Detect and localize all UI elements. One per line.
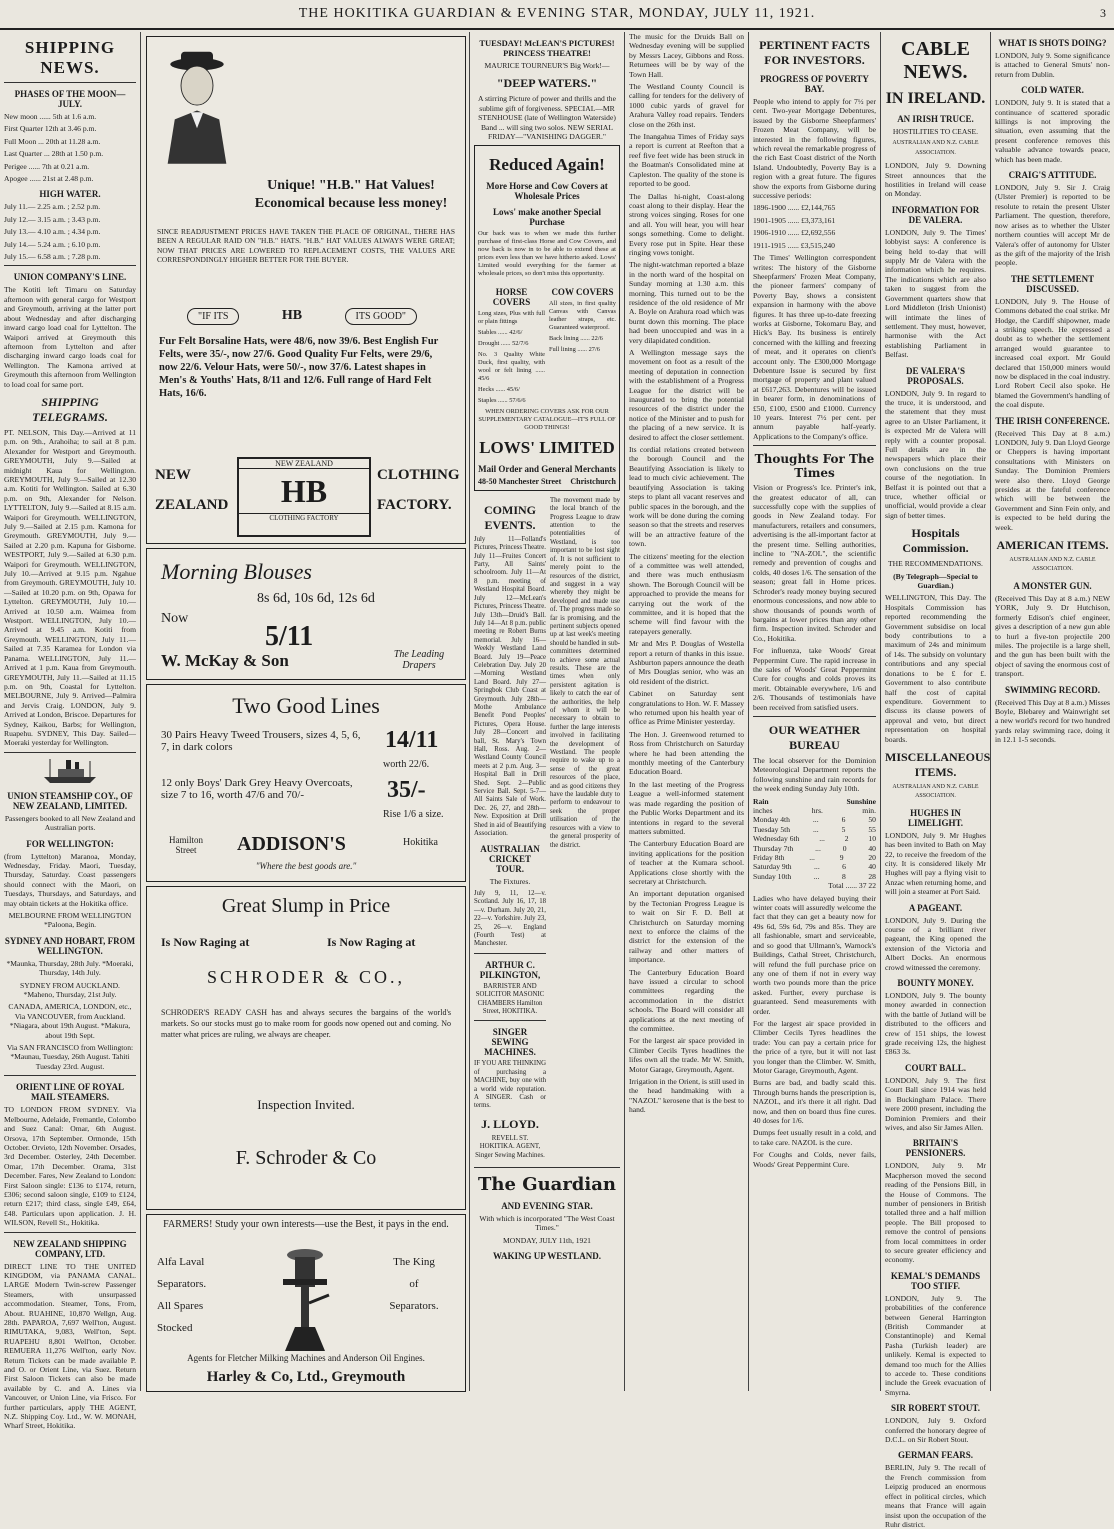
horse-row: Stables ...... 42/6/ (478, 329, 523, 337)
weather-cell: ... (809, 853, 815, 863)
union-heading: UNION COMPANY'S LINE. (13, 272, 127, 283)
left-line: Stocked (157, 1322, 193, 1334)
horse-covers (478, 281, 545, 408)
overcoats-price: 35/- (387, 777, 426, 803)
info-heading: INFORMATION FOR DE VALERA. (891, 204, 980, 225)
hat-headline: Unique! "H.B." Hat Values! Economical because less money! (254, 178, 448, 211)
kemal-text: LONDON, July 9. The probabilities of the conference between General Harrington (British Commander at Constantinople) and Kemal Pasha (Turkish leader) are unlikely. Kemal is expected to demand too much for the Allies to accede to. These conditions include the Greek evacuation of Smyrna. (885, 1293, 986, 1397)
mckay-tagline: The Leading Drapers (393, 649, 445, 671)
column-shipping (4, 32, 137, 1431)
slogan-hb-mark: HB (281, 308, 303, 323)
san-francisco-text: Via SAN FRANCISCO from Wellington: *Maunau, Tuesday, 26th August. Tahiti Tuesday 23rd. August. (6, 1043, 134, 1071)
local-item: The Dallas hi-night, Coast-along coast along to their display. Hear the strong voices singing. Roses for one and all. You will hear, you will hear songs something. Come to delight. Every rose put in Spite. Hear these ringing vows tonight. (629, 191, 744, 257)
farmers-headline: FARMERS! Study your own interests—use the Best, it pays in the end. (163, 1219, 449, 1230)
trousers-worth: worth 22/6. (383, 759, 430, 770)
right-line: The King (393, 1256, 435, 1268)
stout-text: LONDON, July 9. Oxford conferred the honorary degree of D.C.L. on Sir Robert Stout. (885, 1416, 986, 1445)
column-rule (880, 32, 881, 1391)
weather-cell: ... (815, 843, 821, 853)
logo-factory: FACTORY. (377, 497, 452, 513)
sydney-auckland-text: SYDNEY FROM AUCKLAND. *Maheno, Thursday, 21st July. (20, 980, 120, 1000)
cow-row: Full lining ...... 27/6 (549, 346, 600, 354)
poverty-bay-text: People who intend to apply for 7½ per cent. Two-year Mortgage Debentures, issued by the Gisborne Sheepfarmers' Frozen Meat Company, will be interested in the following figures, which reveal the remarkable progress of the rich East Coast district of the North Island. Undoubtedly, Poverty Bay is a region with a great future. The figures show the exports from Gisborne during successive periods: (753, 97, 876, 201)
weather-cell: 6 (841, 815, 846, 825)
local-item: Mr and Mrs P. Douglas of Westella report a return of thanks in this issue. Ashburton papers announce the death of Mrs Douglas senior, who was an old resident of the district. (629, 639, 744, 686)
left-line: All Spares (157, 1300, 204, 1312)
emblem-top: NEW ZEALAND (239, 459, 369, 469)
local-item: The night-watchman reported a blaze in the north ward of the hospital on Sunday morning at 1.30 a.m. this morning. This turned out to be the residence of the old residence of Mr A. Boyle on Arahura road which was burnt down this morning. The place had been unoccupied and was in a very dilapidated condition. (629, 260, 744, 345)
reduced-sub2: Lows' make another Special Purchase (492, 207, 602, 228)
column-ireland (995, 32, 1110, 1391)
hostilities-heading: HOSTILITIES TO CEASE. (892, 127, 979, 136)
steamship-icon (40, 757, 100, 785)
weather-cell: Friday 8th (753, 853, 785, 863)
wake-heading: WAKING UP WESTLAND. (492, 1251, 602, 1262)
emblem-letters: HB (280, 473, 328, 509)
hb-emblem (237, 457, 371, 537)
telegrams-text: PT. NELSON, This Day.—Arrived at 11 p.m. on 9th., Arahoiha; to sail at 8 p.m. Alexander for Westport and Greymouth. GREYMOUTH, July 9.—Sailed at midnight Kaua for Wellington. GREYMOUTH, July 9.—Sailed at 12.30 a.m. Kotiti for Wellington. Sailed at 6.30 p.m. on 9th, Alexander for Nelson. LYTTELTON, July 9.—Sailed at 8.15 a.m. Waipori for Greymouth. WELLINGTON, July 9.—Sailed at 2.15 p.m. Kamona for Greymouth. GREYMOUTH, July 9.—Sailed at 2.20 p.m. Kapuna for Gisborne. WESTPORT, July 9.—Sailed at 6.30 p.m. Waipori for Greymouth. WELLINGTON, July 10.—Arrived at 9.15 p.m. Ngahue from Greymouth. GREYMOUTH, July 10.—Sailed at 10.20 p.m. on 9th, Opawa for Lyttelton. GREYMOUTH, July 10.—Arrived at 10.50 a.m. Waimea from Westport. WELLINGTON, July 10.—Arrived at 9.45 a.m. Kotiti from Greymouth. WELLINGTON, July 11.—Sailed at 7.35 Karamea for London via Panama. WELLINGTON, July 11.—Arrived at 1 p.m. Kaua from Greymouth. GREYMOUTH, July 11.—Sailed at 11.15 p.m. on 9th, Coastal for Lyttelton. MELBOURNE, July 9. Arrived—Palmira and Jervis Craig. LONDON, July 9. Arrived at London, Briscoe. Departures for Sydney, Kaikou, Barbs; for Wellington, Ruapehu. SYDNEY, This Day. Sailed—Moeraki yesterday for Wellington. (4, 427, 136, 748)
schroder-inspection: Inspection Invited. (257, 1097, 355, 1112)
cow-heading: COW COVERS (551, 287, 614, 298)
weather-row (753, 834, 876, 843)
local-item: The Canterbury Education Board are inviting applications for the position of teacher at the Kumara school. Applications close shortly with the secretary at Christchurch. (629, 839, 744, 886)
overcoats-text: 12 only Boys' Dark Grey Heavy Overcoats, size 7 to 16, worth 47/6 and 70/- (161, 777, 353, 801)
settlement-heading: THE SETTLEMENT DISCUSSED. (1010, 273, 1095, 294)
weather-heading: OUR WEATHER BUREAU (768, 722, 861, 752)
pilkington-text: BARRISTER AND SOLICITOR MASONIC CHAMBERS Hamilton Street, HOKITIKA. (475, 982, 545, 1015)
craig-heading: CRAIG'S ATTITUDE. (1008, 170, 1097, 181)
local-item: An important deputation organised by the Tectonian Progress League is to wait on Sir F. D. Bell at Christchurch on Saturday morning next to enforce the claims of the district for the extension of the railway and other matters of importance. (629, 889, 744, 965)
hb-clothing-factory-logo (155, 457, 460, 537)
local-item: For the largest air space provided in Climber Cecils Tyres headlines the lifes own all the trade. Mr W. Smith, Motor Garage, Greymouth, Agent. (629, 1036, 744, 1074)
trousers-text: 30 Pairs Heavy Tweed Trousers, sizes 4, 5, 6, 7, in dark colors (161, 729, 361, 753)
for-wellington-text: (from Lyttelton) Maranoa, Monday, Wednesday, Friday. Maori, Tuesday, Thursday, Saturday. Coast passengers should connect with the Maori, on Tuesdays, Thursdays, and Saturdays, and may obtain tickets at the Hokitika office. (4, 851, 136, 908)
schroder-name: SCHRODER & CO., (206, 967, 406, 987)
high-water-heading: HIGH WATER. (39, 189, 101, 200)
cold-water-heading: COLD WATER. (1021, 85, 1084, 96)
schroder-signature: F. Schroder & Co (235, 1147, 377, 1169)
horse-row: Staples ...... 57/6/6 (478, 397, 526, 405)
local-item: The Inangahua Times of Friday says a report is current at Reefton that a reef five feet wide has been struck in the Boatman's Consolidated mine at Capleston. The quality of the stone is reported to be good. (629, 132, 744, 189)
hat-text: SINCE READJUSTMENT PRICES HAVE TAKEN THE PLACE OF ORIGINAL, THERE HAS BEEN A REGULAR RAID ON "H.B." HATS. "H.B." HAT VALUES ALWAYS WERE GREAT; NOW THAT PRICES ARE LOWERED TO REPLACEMENT COSTS, THE VALUES ARE CORRESPONDINGLY HIGHER BETTER FOR THE BUYER. (157, 227, 455, 265)
raging-right: Is Now Raging at (327, 935, 416, 949)
high-water-row: July 13.— 4.10 a.m. ; 4.34 p.m. (4, 227, 101, 237)
high-water-row: July 14.— 5.24 a.m. ; 6.10 p.m. (4, 239, 101, 249)
local-item: Irrigation in the Orient, is still used in the head handmaking with a "NAZOL" kerosene that is the best to hand. (629, 1077, 744, 1115)
weather-cell: 40 (868, 862, 876, 872)
column-rule (140, 32, 141, 1391)
local-item: In the last meeting of the Progress League a well-informed statement was made regarding the position of the Public Works Department and its intentions in regard to the several matters submitted. (629, 779, 744, 836)
two-lines-title: Two Good Lines (232, 693, 380, 718)
devalera-heading: DE VALERA'S PROPOSALS. (906, 365, 965, 386)
pensioners-heading: BRITAIN'S PENSIONERS. (905, 1138, 966, 1159)
lloyd-heading: J. LLOYD. (481, 1116, 539, 1131)
telegrams-heading: SHIPPING TELEGRAMS. (32, 394, 108, 424)
singer-heading: SINGER SEWING MACHINES. (484, 1027, 536, 1058)
thoughts-text-2: For influenza, take Woods' Great Peppermint Cure. The rapid increase in the sales of Woods' Great Peppermint Cure for coughs and colds proves its merit. Obtainable everywhere, 1/6 and 2/6. Thousands of testimonials have been received from satisfied users. (753, 646, 876, 712)
german-text: BERLIN, July 9. The recall of the French commission from Leipzig produced an enormous effect in political circles, which means that France will again insist upon the occupation of the Ruhr district. (885, 1463, 986, 1529)
schroder-text: SCHRODER'S READY CASH has and always secures the bargains of the world's markets. So our stocks must go to make room for goods now opened out and coming. No matter what prices are ruling, we always are cheaper. (161, 1008, 451, 1039)
page-number: 3 (1100, 6, 1106, 20)
export-row: 1901-1905 ...... £3,373,161 (753, 215, 836, 225)
cow-row: Back lining ...... 22/6 (549, 335, 603, 343)
harley-advertisement (146, 1214, 466, 1392)
german-heading: GERMAN FEARS. (897, 1450, 973, 1461)
local-item: A Wellington message says the movement on foot as a result of the meeting of deputation in connection with the establishment of a Progress League for the district will be inaugurated to bring the potential resources of the district under the notice of the Minister and to push for the placing of a new service. It is desired to affect the closer settlement. (629, 348, 744, 442)
column-cable (885, 32, 991, 1529)
harley-signature: Harley & Co, Ltd., Greymouth (206, 1369, 406, 1385)
settlement-text: LONDON, July 9. The House of Commons debated the coal strike. Mr Hodge, the Cardiff shipowner, made a striking speech. He expressed a doubt as to whether the settlement arranged would guarantee to increased coal export. Mr Gould declared that 150,000 miners would now be displaced in the coal industry. Lord Robert Cecil also spoke. He blamed the Government's handling of the coal dispute. (995, 296, 1110, 410)
export-row: 1911-1915 ...... £3,515,240 (753, 240, 835, 250)
blouses-old-prices: 8s 6d, 10s 6d, 12s 6d (257, 591, 375, 606)
usc-text: Passengers booked to all New Zealand and Australian ports. (4, 813, 136, 833)
separator-machine-icon (275, 1243, 335, 1353)
weather-row (753, 853, 876, 862)
bounty-heading: BOUNTY MONEY. (897, 978, 974, 989)
lows-advertisement (474, 145, 620, 490)
man-in-hat-icon (157, 47, 237, 165)
events-two-col (474, 497, 620, 1163)
weather-cell: 28 (868, 871, 876, 881)
weather-cols (753, 797, 876, 806)
newspaper-title: THE HOKITIKA GUARDIAN & EVENING STAR, MONDAY, JULY 11, 1921. (298, 6, 816, 21)
craig-text: LONDON, July 9. Sir J. Craig (Ulster Premier) is reported to be resolute to retain the present Ulster Parliament. The question, therefore, now arises as to whether the Ulster northern counties will accept Mr de Valera's offer of autonomy for Ulster as the gift of the majority of the Irish people. (995, 183, 1110, 268)
logo-zealand: ZEALAND (155, 497, 229, 513)
court-heading: COURT BALL. (904, 1062, 967, 1073)
weather-row (753, 862, 876, 871)
if-its-hb-slogan (187, 305, 417, 327)
fixtures-heading: The Fixtures. (489, 877, 531, 887)
horse-row: No. 3 Quality White Duck, first quality, with wool or felt lining ...... 45/6 (478, 351, 545, 383)
shots-text: LONDON, July 9. Some significance is attached to General Smuts' non-return from Dublin. (995, 51, 1110, 79)
emblem-bottom: CLOTHING FACTORY (239, 513, 369, 522)
moon-row: Apogee ...... 21st at 2.48 p.m. (4, 174, 94, 184)
court-text: LONDON, July 9. The first Court Ball since 1914 was held in Buckingham Palace. There were 2000 present, including the Dominion Premiers and their wives, and also Sir James Allen. (885, 1075, 986, 1132)
lows-name: LOWS' LIMITED (479, 438, 615, 458)
weather-cell: Sunday 10th (753, 871, 792, 881)
cold-water-text: LONDON, July 9. It is stated that a continuance of scattered sporadic killings is not improving the situation, even assuming that the present conference removes this valuable advance towards peace, which has been made. (995, 98, 1110, 164)
weather-col: Rain (753, 796, 769, 806)
local-item: Its cordial relations created between the borough Council and the Beautifying Association is likely to lead to much civic achievement. The beautifying Association is taking steps to plant all vacant reserves and public spaces in the borough, and the work will be done during the coming season so that the streets and reserves will be an attractive feature of the town. (629, 445, 744, 549)
cow-row: All sizes, in first quality Canvas with Canvas leather straps, etc. Guaranteed waterproof. (549, 300, 616, 332)
addisons-street: Hamilton Street (169, 835, 203, 855)
left-line: Alfa Laval (157, 1256, 205, 1268)
coming-events-heading: COMING EVENTS. (484, 502, 536, 532)
moon-row: Full Moon ... 20th at 11.28 a.m. (4, 136, 101, 146)
cricket-text: July 9, 11, 12—v. Scotland. July 16, 17, 18—v. Durham. July 20, 21, 22—v. Yorkshire. July 23, 25, 26—v. England (Fourth Test) at Manchester. (474, 889, 546, 948)
weather-col: Sunshine (846, 796, 876, 806)
reduced-sub: More Horse and Cow Covers at Wholesale Prices (486, 181, 608, 202)
shots-heading: WHAT IS SHOTS DOING? (998, 38, 1107, 48)
coughs-text: For Coughs and Colds, never fails, Woods' Great Peppermint Cure. (753, 1150, 876, 1169)
orient-heading: ORIENT LINE OF ROYAL MAIL STEAMERS. (16, 1082, 124, 1103)
schroder-advertisement (146, 886, 466, 1210)
logo-clothing: CLOTHING (377, 467, 460, 483)
masthead (0, 0, 1114, 30)
horse-row: Long sizes, Plus with full or plain fittings (478, 310, 545, 326)
weather-row (753, 825, 876, 834)
limelight-text: LONDON, July 9. Mr Hughes has been invited to Bath on May 22, to receive the freedom of the city. It is considered likely Mr Hughes will pay a flying visit to Anzac when returning home, and will join a steamer at Port Said. (885, 830, 987, 897)
assoc-credit: AUSTRALIAN AND N.Z. CABLE ASSOCIATION. (892, 140, 979, 156)
truce-heading: AN IRISH TRUCE. (897, 114, 974, 124)
mckay-shop-name: W. McKay & Son (161, 651, 289, 670)
pensioners-text: LONDON, July 9. Mr Macpherson moved the second reading of the Pensions Bill, in the House of Commons. The number of pensioners in British totalled three and a half million people. The Bill proposed to remove the control of pensions from local committees in order to secure greater efficiency and economy. (885, 1161, 986, 1265)
weather-cell: 5 (841, 824, 846, 834)
slogan-left: "IF ITS (187, 308, 239, 325)
moon-table (4, 112, 136, 183)
truce-text: LONDON, July 9. Downing Street announces that the hostilities in Ireland will cease on Monday. (885, 161, 986, 199)
wake-body-a: The movement made by the local branch of the Progress League to draw attention to the potentialities of Westland, is too important to be lost sight of. It is not sufficient to merely point to the resources of the district, and suggest in a way whereby they might be developed and made use of. The progress made so far is promising, and the pertinent subjects opened up at last week's meeting should be handled in sub-committees determined to achieve some actual results. These are the times when only persistent agitation is likely to catch the ear of the authorities, the help of whom it will be necessary to obtain to further the large interests involved in facilitating the development of Westland. The people require to wake up to a sense of the great resources of the place, and as good citizens they have the laudable duty to perform to endeavour to seek the proper utilisation of the resources with a view to the general prosperity of the district. (550, 496, 620, 849)
right-line: of (409, 1278, 419, 1290)
column-local (629, 32, 744, 1391)
canada-text: CANADA, AMERICA, LONDON, etc., Via VANCOUVER, from Auckland. *Niagara, about 19th August. *Makura, about 19th Sept. (8, 1002, 132, 1040)
telegraph-credit: (By Telegraph—Special to Guardian.) (893, 571, 978, 591)
local-item: The Hon. J. Greenwood returned to Ross from Christchurch on Saturday where he had been attending the monthly meeting of the Canterbury Education Board. (629, 729, 744, 777)
trousers-price: 14/11 (385, 727, 439, 753)
column-investors (753, 32, 876, 1391)
pageant-text: LONDON, July 9. During the course of a brilliant river pageant, the King opened the extension of the Victoria and Albert Docks. An enormous crowd witnessed the ceremony. (885, 915, 986, 972)
local-item: The citizens' meeting for the election of a committee was well attended, and there was much enthusiasm shown. The Borough Council will be approached to provide the means for carrying out the work of the committee, and it is hoped that the scheme will find favour with the ratepayers generally. (629, 551, 744, 636)
weather-col: inches (753, 806, 773, 815)
weather-cell: 10 (868, 834, 876, 844)
weather-cell: Monday 4th (753, 815, 790, 825)
logo-new: NEW (155, 467, 191, 483)
weather-text: The local observer for the Dominion Meteorological Department reports the following sunshine and rain records for the week ending Sunday July 10th. (753, 755, 876, 794)
column-rule (990, 32, 991, 1391)
sydney-text: *Maunka, Thursday, 28th July. *Moeraki, Thursday, 14th July. (6, 958, 134, 978)
american-assoc: AUSTRALIAN AND N.Z. CABLE ASSOCIATION. (1009, 557, 1096, 573)
in-ireland-heading: IN IRELAND. (885, 90, 986, 107)
mckay-blouses-advertisement (146, 548, 466, 680)
for-wellington-heading: FOR WELLINGTON: (26, 838, 114, 849)
thoughts-heading: Thoughts For The Times (754, 452, 875, 481)
kemal-heading: KEMAL'S DEMANDS TOO STIFF. (890, 1270, 981, 1291)
raging-left: Is Now Raging at (161, 935, 250, 949)
weather-subcols (753, 806, 876, 815)
separator-left-list (157, 1251, 247, 1339)
info-text: LONDON, July 9. The Times' lobbyist says: A conference is being held to-day that will supply Mr de Valera with the information which he requires. The indications which are also taken to suggest from the Government quarters show that Lord Middleton (Irish Unionist) will intimate the lines of settlement. They must, however, harmonise with the Act establishing Parliament in Belfast. (885, 227, 986, 360)
pertinent-heading: PERTINENT FACTS FOR INVESTORS. (759, 38, 870, 67)
events-right (550, 497, 620, 1163)
lows-city: Christchurch (570, 477, 616, 487)
left-line: Separators. (157, 1278, 207, 1290)
swimming-text: (Received This Day at 8 a.m.) Misses Boyle, Blebarey and Wainwright set a new world's record for two hundred yards relay swimming race, doing it in 12.1 1-5 seconds. (995, 697, 1110, 745)
pictures-heading: TUESDAY! McLEAN'S PICTURES! PRINCESS THEATRE! (479, 38, 615, 58)
poverty-bay-heading: PROGRESS OF POVERTY BAY. (760, 74, 869, 94)
nzs-text: DIRECT LINE TO THE UNITED KINGDOM, via PANAMA CANAL. LARGE Modern Twin-screw Passenger Steamers, with unsurpassed accommodation. Steamer, Tons, From, About. RUAHINE, 10,870 Wellgn, Aug. 28th. PAPAROA, 7,697 Well'ton, August. RIMUTAKA, 9,083, Well'ton, Sept. RUAPEHU 8,801 Well'ton, October. REMUERA 11,276 Well'ton, early Nov. Return Tickets can be made available P. and O. or Orient Line, via Suez. Return First Saloon Tickets can also be made available by C. and A. Lines via Vancouver, or Union Line, via Frisco. For further particulars, apply THE AGENT, N.Z. Shipping Coy. Ltd., W. W. MONAH, Wharf Street, Hokitika. (4, 1261, 136, 1431)
weather-cell: 9 (839, 853, 844, 863)
weather-cell: ... (814, 862, 820, 872)
high-water-row: July 11.— 2.25 a.m. ; 2.52 p.m. (4, 202, 101, 212)
lloyd-text: REVELL ST. HOKITIKA. AGENT, Singer Sewing Machines. (475, 1134, 545, 1159)
reduced-note: WHEN ORDERING COVERS ASK FOR OUR SUPPLEMENTARY CATALOGUE—IT'S FULL OF GOOD THINGS! (478, 408, 616, 432)
dumps-text: Dumps feet usually result in a cold, and to take care. NAZOL is the cure. (753, 1128, 876, 1147)
guardian-title: The Guardian (478, 1174, 616, 1195)
horse-row: Hecks ...... 45/6/ (478, 386, 520, 394)
usc-heading: UNION STEAMSHIP COY., OF NEW ZEALAND, LIMITED. (7, 790, 133, 811)
weather-cell: Tuesday 5th (753, 824, 791, 834)
column-rule (469, 32, 470, 1391)
orient-text: TO LONDON FROM SYDNEY. Via Melbourne, Adelaide, Fremantle, Colombo and Suez Canal: Omar, 6th August. Orsova, 17th September. Ormonde, 15th October. Orvieto, 12th November. Orsades, 3rd December. Osterley, 24th December. Omar, 17th December. Orama, 31st December. Fares, New Zealand to London: First Saloon single: £136 to £174, return, £306; second saloon single, £109 to £124, return £217; third class, single £49, £64, £48. Particulars upon application. J. H. WILSON, Revell St., Hokitika. (4, 1105, 137, 1228)
separator-right-list (369, 1251, 459, 1317)
high-water-row: July 15.— 6.58 a.m. ; 7.28 p.m. (4, 252, 101, 262)
local-item: Cabinet on Saturday sent congratulations to Hon. W. F. Massey who returned upon his health year of office as Prime Minister yesterday. (629, 689, 744, 727)
pageant-heading: A PAGEANT. (908, 902, 963, 913)
deep-waters-title: "DEEP WATERS." (496, 76, 598, 91)
guardian-text: With which is incorporated "The West Coast Times." (479, 1214, 615, 1233)
moon-heading: PHASES OF THE MOON—JULY. (14, 89, 126, 109)
moon-row: New moon ...... 5th at 1.6 a.m. (4, 112, 97, 121)
weather-total: Total ...... 37 22 (828, 881, 876, 891)
slogan-right: ITS GOOD" (345, 308, 417, 325)
export-row: 1896-1900 ...... £2,144,765 (753, 203, 836, 213)
column-rule (748, 32, 749, 1391)
misc-assoc: AUSTRALIAN AND N.Z. CABLE ASSOCIATION. (892, 783, 979, 800)
tyres-text: For the largest air space provided in Climber Cecils Tyres headlines the trade: You can pay a certain price for the price of a tyre, but it will not last you longer than the Climber. W. Smith, Motor Garage, Greymouth, Agent. (753, 1018, 876, 1075)
weather-cell: Thursday 7th (753, 843, 794, 853)
ladies-text: Ladies who have delayed buying their winter coats will assuredly welcome the fact that they can get a beauty now for 49s 6d, 59s 6d, 79s and 85s. They are all fashionable, smart and serviceable, and so good that Ullmann's, Warnock's Buildings, Cathal Street, Christchurch, will refund the full purchase price on any one of them if not in every way worth two pounds more than the price asked. Further, every purchase is guaranteed. Send measurements with order. (753, 893, 876, 1016)
addisons-town: Hokitika (403, 837, 438, 848)
guardian-date: MONDAY, JULY 11th, 1921 (503, 1235, 591, 1245)
horse-heading: HORSE COVERS (492, 287, 531, 308)
weather-cell: ... (813, 871, 820, 881)
nzs-heading: NEW ZEALAND SHIPPING COMPANY, LTD. (13, 1238, 127, 1259)
right-line: Separators. (389, 1300, 439, 1312)
recommendations-heading: THE RECOMMENDATIONS. (888, 559, 983, 569)
local-item: The Westland County Council is calling for tenders for the delivery of 1000 cubic yards of gravel for Arahura Valley road repairs. Tenders close on the 26th inst. (629, 82, 744, 129)
irish-conference-heading: THE IRISH CONFERENCE. (995, 415, 1110, 426)
misc-heading: MISCELLANEOUS ITEMS. (885, 749, 991, 779)
thoughts-text: Vision or Progress's Ice. Printer's ink, the greatest educator of all, can successfully cope with the supplies of goods in New Zealand today. For manufacturers, retailers and consumers, advertising is the all-important factor at the present time. Selling authorities, incline to "NA-ZOL", the scientific remedy and prevention of coughs and colds, 40 doses 1/6. The sensation of the season; great fall in Home prices. Schroder's ready money buying secured enormous concessions, and now able to show thousands of pounds worth of bargains at lower prices than any other firm. Inspection invited. Schroder and Co., Hokitika. (753, 483, 876, 643)
irish-conference-text: (Received This Day at 8 a.m.) LONDON, July 9. Dan Lloyd George or Cheppers is having important consultations with Ministers on Sunday. The Dominion Premiers were also there. Lloyd George presides at the fateful conference which will be between the Government and Sinn Fein only, and is expected to be held during the week. (995, 428, 1110, 532)
export-row: 1906-1910 ...... £2,692,556 (753, 228, 836, 238)
weather-cell: 55 (868, 824, 876, 834)
weather-table (753, 815, 876, 881)
burns-text: Burns are bad, and badly scald this. Through burns hands the prescription is, NAZOL, and it's there it all right. Dad now, and then on board thus fine cures. 40 doses for 1/6. (753, 1078, 876, 1125)
monster-gun-text: (Received This Day at 8 a.m.) NEW YORK, July 9. Dr Hutchison, formerly Edison's chief engineer, gives a description of a new gun able to hurl a five-ton projectile 200 miles. The projectile is a large shell, and the gun has been built with the object of saving the enormous cost of transport. (995, 593, 1110, 679)
union-text: The Kotiti left Timaru on Saturday afternoon with general cargo for Westport and Greymouth, arriving at the latter port about Wednesday and after discharging inward cargo load coal for Lyttelton. The Waipori arrived at Greymouth this afternoon from Lyttelton and after discharging inward cargo loads coal for Wellington. The Kamona arrived at Greymouth this afternoon from Wellington to load coal for same port. (4, 285, 136, 389)
weather-cell: 8 (842, 871, 846, 881)
poverty-bay-text-2: The Times' Wellington correspondent writes: The history of the Gisborne Sheepfarmers' Frozen Meat Company, the pioneer farmers' company of Poverty Bay, shows a consistent expansion in harmony with the above figures. It has three up-to-date freezing works at Gisborne, Tokomaru Bay, and Hick's Bay. Its business is entirely concerned with the killing and freezing of meat, and it operates on client's account only. The £300,000 Mortgage Debenture Issue is secured by first mortgage of property and plant valued at £617,263. Debentures will be issued in bearer form, in denominations of £50, £100, £500 and £1000. Currency 10 years. Interest 7½ per cent. per annum payable half-yearly. Applications to the Company's office. (753, 253, 876, 441)
moon-row: First Quarter 12th at 3.46 p.m. (4, 124, 97, 134)
weather-cell: ... (813, 824, 819, 834)
weather-cell: ... (819, 834, 825, 844)
limelight-heading: HUGHES IN LIMELIGHT. (907, 807, 964, 828)
weather-row (753, 872, 876, 881)
weather-cell: 2 (844, 834, 849, 844)
blouses-title: Morning Blouses (161, 559, 312, 584)
singer-text: IF YOU ARE THINKING of purchasing a MACHINE, buy one with a world wide reputation. A SINGER. Cash or terms. (474, 1060, 546, 1110)
events-left (474, 497, 546, 1163)
horse-row: Drought ...... 52/7/6 (478, 340, 529, 348)
pictures-text: A stirring Picture of power and thrills and the sublime gift of forgiveness. SPECIAL—MR STENHOUSE (late of Wellington Waterside) Band ... will sing two solos. NEW SERIAL FRIDAY—"VANISHING DAGGER." (478, 94, 616, 142)
high-water-row: July 12.— 3.15 a.m. ; 3.43 p.m. (4, 214, 101, 224)
weather-cell: Saturday 9th (753, 862, 792, 872)
weather-cell: 0 (842, 843, 847, 853)
cow-covers (549, 281, 616, 408)
overcoats-rise: Rise 1/6 a size. (383, 809, 444, 820)
column-events (474, 32, 620, 1391)
lows-street: 48-50 Manchester Street (478, 477, 562, 487)
shipping-heading: SHIPPING NEWS. (24, 38, 116, 77)
weather-cell: 20 (868, 853, 876, 863)
hospitals-heading: Hospitals Commission. (902, 526, 969, 556)
blouses-price: 5/11 (265, 621, 314, 652)
slump-title: Great Slump in Price (221, 895, 391, 917)
weather-col: hrs. (811, 806, 823, 815)
weather-cell: Wednesday 6th (753, 834, 800, 844)
melbourne-text: MELBOURNE FROM WELLINGTON *Paloona, Begin. (8, 911, 132, 930)
reduced-text: Our back was to when we made this further purchase of first-class Horse and Cow Covers, and now back is now in to be able to extend these at prices even less than we have hitherto asked. Lows' Limited would everything for the farmer at wholesale prices, so don't miss this opportunity. (478, 230, 616, 278)
cable-news-heading: CABLE NEWS. (901, 38, 970, 83)
weather-cell: 50 (868, 815, 876, 825)
hb-hat-advertisement (146, 36, 466, 544)
reduced-title: Reduced Again! (489, 155, 605, 175)
weather-cell: 40 (868, 843, 876, 853)
weather-col: min. (862, 806, 876, 815)
weather-row (753, 844, 876, 853)
monster-gun-heading: A MONSTER GUN. (1013, 580, 1092, 591)
bounty-text: LONDON, July 9. The bounty money awarded in connection with the battle of Jutland will be distributed to the officers and crew of 151 ships, the lowest grade receiving 12s, the highest £863 3s. (885, 991, 986, 1057)
local-item: The Canterbury Education Board have issued a circular to school committees regarding the accommodation in the district schools. The Board will consider all applications at the next meeting of the committee. (629, 967, 744, 1034)
swimming-heading: SWIMMING RECORD. (1004, 684, 1100, 695)
weather-cell: 6 (842, 862, 846, 872)
devalera-text: LONDON, July 9. In regard to the truce, it is understood, and the statement that they must agree to an Ulster Parliament, it is expected Mr de Valera will reply with a counter proposal. Full details are in the newspapers which place their own conclusions on the true course of the negotiation. In Belfast it is pointed out that a truce, whether official or unofficial, would provide a clear sign of better times. (885, 388, 986, 520)
guardian-sub: AND EVENING STAR. (501, 1201, 593, 1211)
addisons-advertisement (146, 684, 466, 882)
pilkington-heading: ARTHUR C. PILKINGTON, (479, 959, 541, 980)
sydney-heading: SYDNEY AND HOBART, FROM WELLINGTON. (4, 935, 136, 956)
addisons-name: ADDISON'S (237, 833, 346, 855)
cricket-heading: AUSTRALIAN CRICKET TOUR. (480, 844, 540, 875)
moon-row: Perigee ...... 7th at 0.21 a.m. (4, 161, 90, 171)
lows-address (478, 477, 616, 486)
pictures-sub: MAURICE TOURNEUR'S Big Work!— (484, 61, 610, 70)
american-items-heading: AMERICAN ITEMS. (996, 538, 1109, 553)
weather-cell: ... (812, 815, 819, 825)
addisons-motto: "Where the best goods are." (255, 861, 357, 871)
hat-price-list: Fur Felt Borsaline Hats, were 48/6, now 39/6. Best English Fur Felts, were 35/-, now 27/6. Good Quality Fur Felts, were 29/6, now 22/6. Velour Hats, were 50/-, now 37/6. Latest shapes in Men's & Youths' Hats, 8/11 and 12/6. Full range of Hard Felt Hats, 16/6. (159, 336, 439, 399)
weather-row (753, 815, 876, 824)
coming-events-text: July 11—Folland's Pictures, Princess Theatre. July 11—Fruites Concert Party, All Saints' schoolroom. July 11—At 8 p.m. meeting of Westland Hospital Board. July 12—McLean's Pictures, Princess Theatre. July 13th—Druid's Ball. July 14—At 8 p.m. public meeting re Robert Burns memorial. July 16—Weekly Westland Land Board. July 19—Peace Celebration Day. July 20—Morning Westland Land Board. July 27—Springbok Club Coast at Greymouth. July 28th—Mothe Ambulance Benefit Pond Peoples' Pictures, Opera House. July 28—Concert and ball, St. Mary's Town Hall, Ross. Aug. 2—Westland County Council meets at 2 p.m. Aug. 3—Hospital Ball in Drill Shed. Sept. 2—Public Service Ball. Sept. 5-7—All Saints Sale of Work. Dec. 26, 27, and 28th—New. Exposition at Drill Shed in aid of Beautifying Association. (474, 535, 546, 838)
harley-agents: Agents for Fletcher Milking Machines and Anderson Oil Engines. (187, 1353, 425, 1363)
lows-sub: Mail Order and General Merchants (478, 464, 616, 475)
hospitals-text: WELLINGTON, This Day. The Hospitals Commission has reported recommending the Government subsidise on local body contributions to a maximum of 24s and minimum of 14s. The subsidy on voluntary contributions and any special donations to be £ for £. Government to also contribute half the cost of capital expenditure. Government to discuss its clause powers of approval and veto, but direct representation on hospital boards. (885, 593, 986, 744)
local-item: The music for the Druids Ball on Wednesday evening will be supplied by Messrs Lacey, Gibbons and Ross. Returnees will be by way of the Town Hall. (629, 32, 744, 79)
stout-heading: SIR ROBERT STOUT. (891, 1403, 980, 1414)
moon-row: Last Quarter ... 28th at 1.50 p.m. (4, 149, 104, 159)
covers-table (478, 281, 616, 408)
blouses-now: Now (161, 611, 189, 626)
column-rule (624, 32, 625, 1391)
